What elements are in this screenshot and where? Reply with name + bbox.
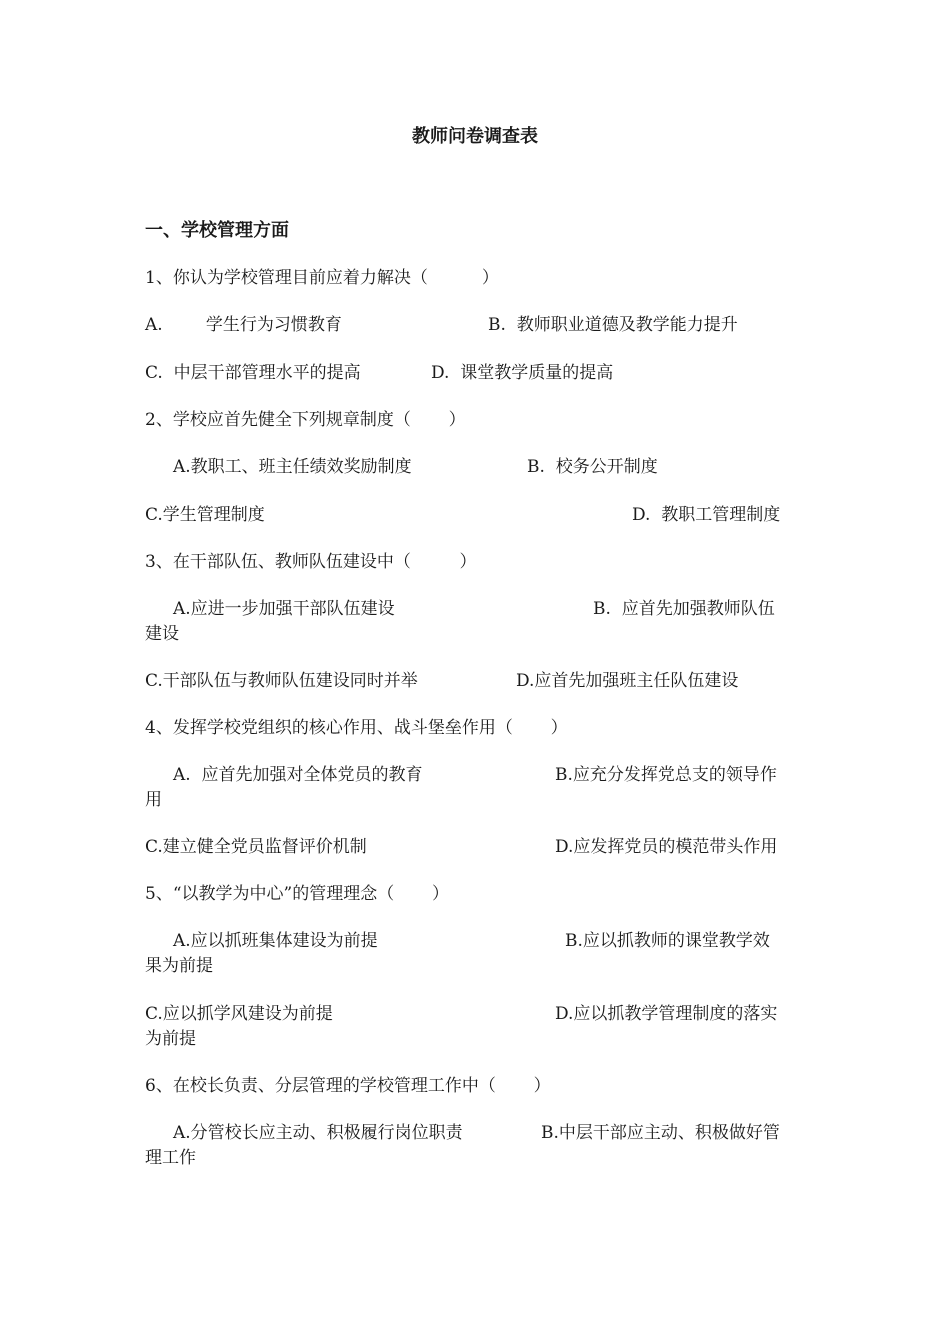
page-title: 教师问卷调查表 bbox=[412, 126, 538, 147]
question-5-option-b: B.应以抓教师的课堂教学效 bbox=[565, 931, 770, 951]
question-1-option-b: B. 教师职业道德及教学能力提升 bbox=[488, 315, 738, 335]
question-5-option-a: A.应以抓班集体建设为前提 bbox=[173, 931, 378, 951]
question-4-option-b-continued: 用 bbox=[145, 790, 162, 810]
question-4-option-d: D.应发挥党员的模范带头作用 bbox=[555, 837, 778, 857]
question-1-option-c: C. 中层干部管理水平的提高 bbox=[145, 363, 361, 383]
question-4-option-c: C.建立健全党员监督评价机制 bbox=[145, 837, 367, 857]
question-5-stem: 5、“以教学为中心”的管理理念（ ） bbox=[145, 884, 450, 904]
question-4-option-b: B.应充分发挥党总支的领导作 bbox=[555, 765, 777, 785]
question-2-stem: 2、学校应首先健全下列规章制度（ ） bbox=[145, 410, 466, 430]
question-2-option-a: A.教职工、班主任绩效奖励制度 bbox=[173, 457, 412, 477]
question-2-option-b: B. 校务公开制度 bbox=[527, 457, 658, 477]
question-1-option-d: D. 课堂教学质量的提高 bbox=[431, 363, 614, 383]
section-heading: 一、学校管理方面 bbox=[145, 220, 289, 241]
question-5-option-d-continued: 为前提 bbox=[145, 1029, 196, 1049]
question-2-option-d: D. 教职工管理制度 bbox=[632, 505, 781, 525]
question-5-option-d: D.应以抓教学管理制度的落实 bbox=[555, 1004, 778, 1024]
question-3-option-b-continued: 建设 bbox=[145, 624, 179, 644]
question-2-option-c: C.学生管理制度 bbox=[145, 505, 265, 525]
question-5-option-c: C.应以抓学风建设为前提 bbox=[145, 1004, 333, 1024]
question-5-option-b-continued: 果为前提 bbox=[145, 956, 213, 976]
question-6-option-b: B.中层干部应主动、积极做好管 bbox=[541, 1123, 780, 1143]
question-6-option-a: A.分管校长应主动、积极履行岗位职责 bbox=[173, 1123, 463, 1143]
question-6-option-b-continued: 理工作 bbox=[145, 1148, 196, 1168]
question-3-option-a: A.应进一步加强干部队伍建设 bbox=[173, 599, 395, 619]
question-4-option-a: A. 应首先加强对全体党员的教育 bbox=[173, 765, 423, 785]
question-4-stem: 4、发挥学校党组织的核心作用、战斗堡垒作用（ ） bbox=[145, 718, 568, 738]
question-3-option-c: C.干部队伍与教师队伍建设同时并举 bbox=[145, 671, 418, 691]
question-1-stem: 1、你认为学校管理目前应着力解决（ ） bbox=[145, 268, 499, 288]
question-3-stem: 3、在干部队伍、教师队伍建设中（ ） bbox=[145, 552, 477, 572]
question-3-option-b: B. 应首先加强教师队伍 bbox=[593, 599, 775, 619]
question-1-option-a: A. 学生行为习惯教育 bbox=[145, 315, 342, 335]
question-6-stem: 6、在校长负责、分层管理的学校管理工作中（ ） bbox=[145, 1076, 551, 1096]
question-3-option-d: D.应首先加强班主任队伍建设 bbox=[516, 671, 739, 691]
